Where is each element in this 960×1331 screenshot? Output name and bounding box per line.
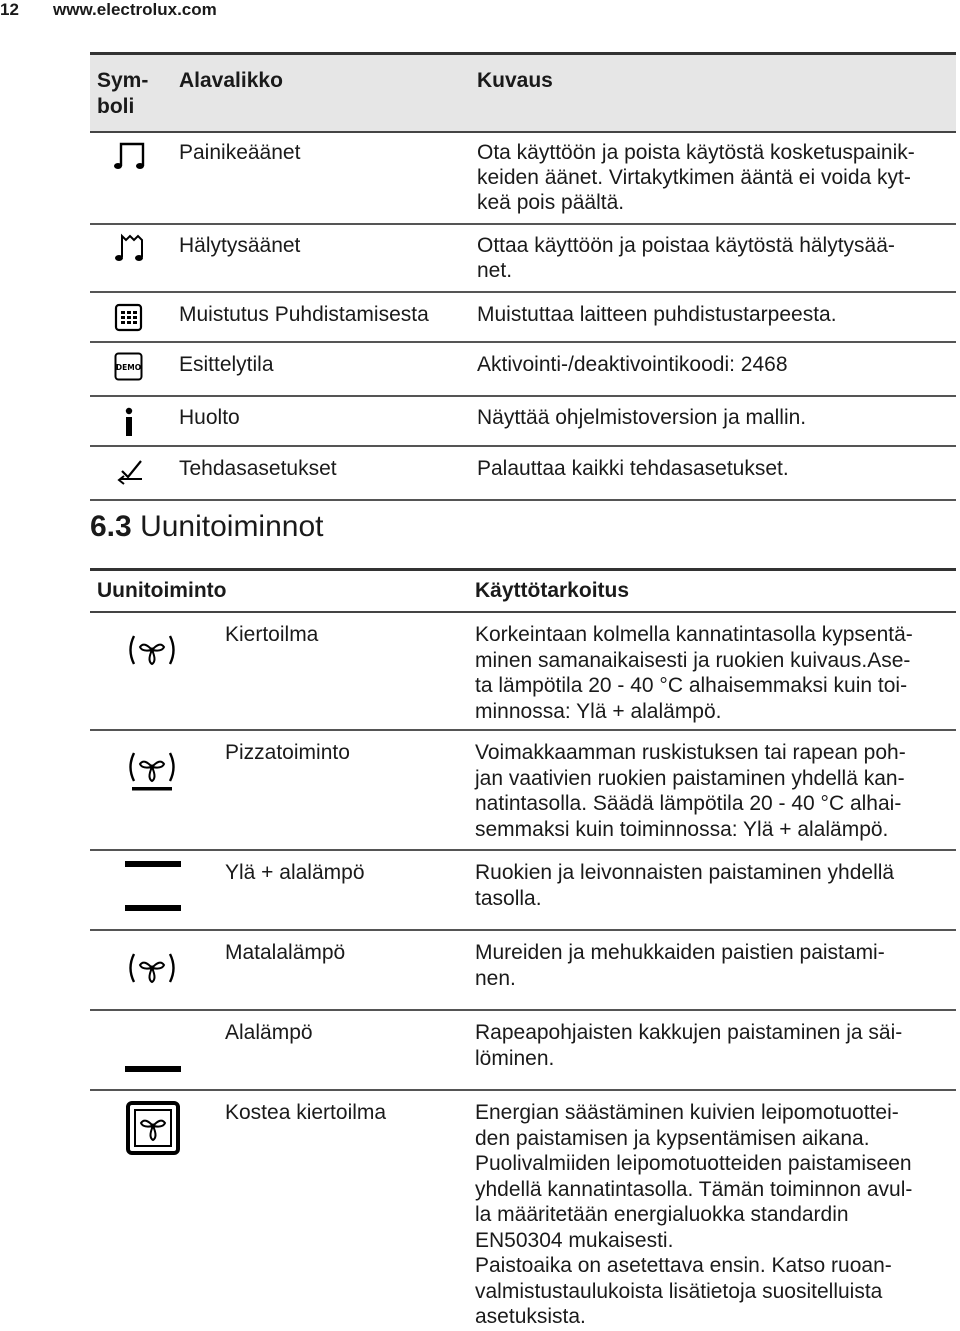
table-row — [90, 133, 956, 225]
header-submenu: Alavalikko — [179, 69, 283, 92]
site-url[interactable]: www.electrolux.com — [53, 0, 217, 19]
svg-text:DEMO: DEMO — [115, 363, 142, 372]
description: Palauttaa kaikki tehdasasetukset. — [477, 457, 789, 480]
table-row — [90, 1011, 956, 1091]
table-row — [90, 343, 956, 397]
fan-icon — [126, 631, 178, 671]
fan-bottom-heat-icon — [126, 749, 178, 795]
description: Ota käyttöön ja poista käytöstä kosketuspainik- keiden äänet. Virtakytkimen ääntä ei voida kyt- keä pois päältä. — [477, 141, 915, 214]
page-header — [0, 0, 960, 22]
function-name: Pizzatoiminto — [225, 741, 350, 764]
function-name: Alalämpö — [225, 1021, 313, 1044]
function-purpose: Energian säästäminen kuivien leipomotuottei- den paistamisen ja kypsentämisen aikana. Puolivalmiiden leipomotuotteiden paistamiseen yhdellä kannatintasolla. Tämän toiminnon avul- la määritetään energialuokka standardin EN50304 mukaisesti. Paistoaika on asetettava ensin. Katso ruoan- valmistustaulukoista lisätietoja suositelluista asetuksista. — [475, 1101, 913, 1328]
page-number: 12 — [0, 0, 19, 19]
table-row — [90, 397, 956, 447]
table-row — [90, 851, 956, 931]
moist-fan-icon — [126, 1101, 180, 1155]
table-row — [90, 731, 956, 851]
alarm-tone-icon — [114, 231, 150, 265]
top-bottom-heat-icon — [125, 861, 181, 913]
description: Ottaa käyttöön ja poistaa käytöstä hälytysää- net. — [477, 234, 895, 282]
submenu-label: Esittelytila — [179, 353, 274, 376]
bottom-heat-icon — [125, 1065, 181, 1073]
function-purpose: Korkeintaan kolmella kannatintasolla kypsentä- minen samanaikaisesti ja ruokien kuivaus.Ase- ta lämpötila 20 - 40 °C alhaisemmaksi kuin toi- minnossa: Ylä + alalämpö. — [475, 623, 913, 723]
section-number: 6.3 — [90, 510, 132, 543]
table-row — [90, 447, 956, 501]
header-function: Uunitoiminto — [97, 579, 227, 602]
table-row — [90, 1091, 956, 1331]
header-purpose: Käyttötarkoitus — [475, 579, 630, 602]
table-row — [90, 225, 956, 293]
description: Näyttää ohjelmistoversion ja mallin. — [477, 406, 807, 429]
section-heading — [90, 508, 324, 546]
header-symbol: Sym- boli — [97, 69, 149, 118]
table-header — [90, 568, 956, 613]
function-purpose: Mureiden ja mehukkaiden paistien paistami- nen. — [475, 941, 885, 990]
submenu-label: Tehdasasetukset — [179, 457, 337, 480]
table-row — [90, 293, 956, 343]
section-title: Uunitoiminnot — [140, 510, 324, 543]
function-purpose: Voimakkaamman ruskistuksen tai rapean poh- jan vaativien ruokien paistaminen yhdellä kan- natintasolla. Säädä lämpötila 20 - 40 °C alhai- semmaksi kuin toiminnossa: Ylä + alalämpö. — [475, 741, 906, 841]
function-name: Ylä + alalämpö — [225, 861, 365, 884]
oven-functions-table — [90, 568, 956, 1331]
cleaning-reminder-icon — [114, 303, 144, 333]
table-header — [90, 52, 956, 133]
info-icon — [123, 407, 137, 437]
table-row — [90, 613, 956, 731]
settings-menu-table — [90, 52, 956, 501]
function-purpose: Rapeapohjaisten kakkujen paistaminen ja säi- löminen. — [475, 1021, 903, 1070]
submenu-label: Huolto — [179, 406, 240, 429]
description: Aktivointi-/deaktivointikoodi: 2468 — [477, 353, 788, 376]
submenu-label: Muistutus Puhdistamisesta — [179, 303, 429, 326]
function-purpose: Ruokien ja leivonnaisten paistaminen yhdellä tasolla. — [475, 861, 895, 910]
function-name: Kiertoilma — [225, 623, 319, 646]
description: Muistuttaa laitteen puhdistustarpeesta. — [477, 303, 837, 326]
low-fan-icon — [126, 949, 178, 989]
function-name: Matalalämpö — [225, 941, 346, 964]
demo-icon — [114, 352, 144, 382]
submenu-label: Painikeäänet — [179, 141, 301, 164]
table-row — [90, 931, 956, 1011]
header-description: Kuvaus — [477, 69, 553, 92]
submenu-label: Hälytysäänet — [179, 234, 301, 257]
factory-reset-icon — [114, 456, 146, 488]
function-name: Kostea kiertoilma — [225, 1101, 387, 1124]
musical-note-icon — [114, 139, 150, 171]
